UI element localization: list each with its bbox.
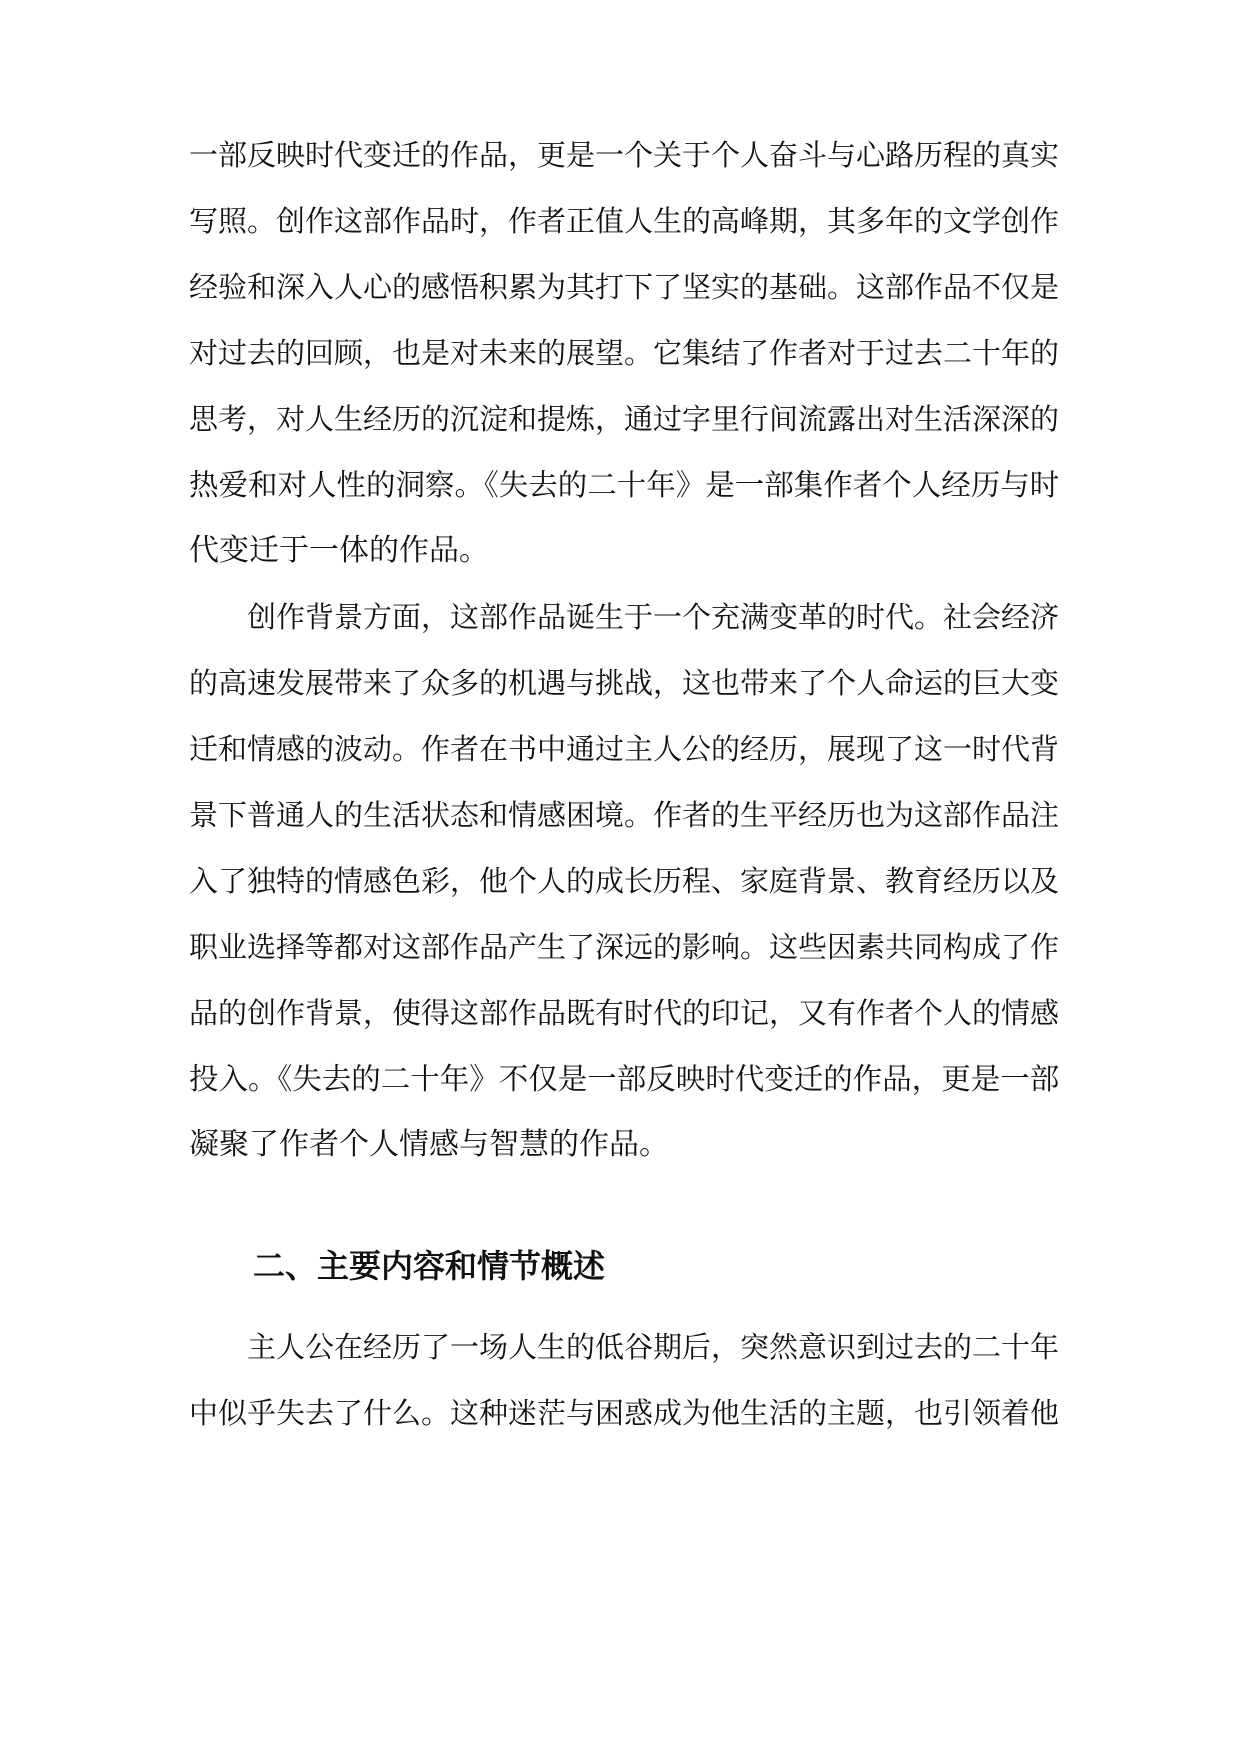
paragraph-3-line-1: 主人公在经历了一场人生的低谷期后，突然意识到过去的二十年	[247, 1330, 1060, 1364]
paragraph-1-line-4: 对过去的回顾，也是对未来的展望。它集结了作者对于过去二十年的	[189, 336, 1060, 370]
paragraph-2-line-2: 的高速发展带来了众多的机遇与挑战，这也带来了个人命运的巨大变	[189, 666, 1060, 700]
paragraph-2-line-7: 品的创作背景，使得这部作品既有时代的印记，又有作者个人的情感	[189, 996, 1060, 1030]
paragraph-2-line-1: 创作背景方面，这部作品诞生于一个充满变革的时代。社会经济	[247, 600, 1060, 634]
paragraph-1-line-2: 写照。创作这部作品时，作者正值人生的高峰期，其多年的文学创作	[189, 204, 1060, 238]
paragraph-2-line-6: 职业选择等都对这部作品产生了深远的影响。这些因素共同构成了作	[189, 930, 1060, 964]
paragraph-1-line-7: 代变迁于一体的作品。	[189, 533, 489, 568]
paragraph-3-line-2: 中似乎失去了什么。这种迷茫与困惑成为他生活的主题，也引领着他	[189, 1396, 1060, 1430]
paragraph-2-line-4: 景下普通人的生活状态和情感困境。作者的生平经历也为这部作品注	[189, 798, 1060, 832]
paragraph-2-line-5: 入了独特的情感色彩，他个人的成长历程、家庭背景、教育经历以及	[189, 864, 1060, 898]
paragraph-2-line-8: 投入。《失去的二十年》不仅是一部反映时代变迁的作品，更是一部	[189, 1062, 1060, 1096]
paragraph-2-line-9: 凝聚了作者个人情感与智慧的作品。	[189, 1127, 669, 1162]
paragraph-1-line-5: 思考，对人生经历的沉淀和提炼，通过字里行间流露出对生活深深的	[189, 402, 1060, 436]
paragraph-1-line-1: 一部反映时代变迁的作品，更是一个关于个人奋斗与心路历程的真实	[189, 138, 1060, 172]
section-heading: 二、主要内容和情节概述	[253, 1247, 606, 1285]
paragraph-1-line-6: 热爱和对人性的洞察。《失去的二十年》是一部集作者个人经历与时	[189, 468, 1060, 502]
paragraph-2-line-3: 迁和情感的波动。作者在书中通过主人公的经历，展现了这一时代背	[189, 732, 1060, 766]
paragraph-1-line-3: 经验和深入人心的感悟积累为其打下了坚实的基础。这部作品不仅是	[189, 270, 1060, 304]
